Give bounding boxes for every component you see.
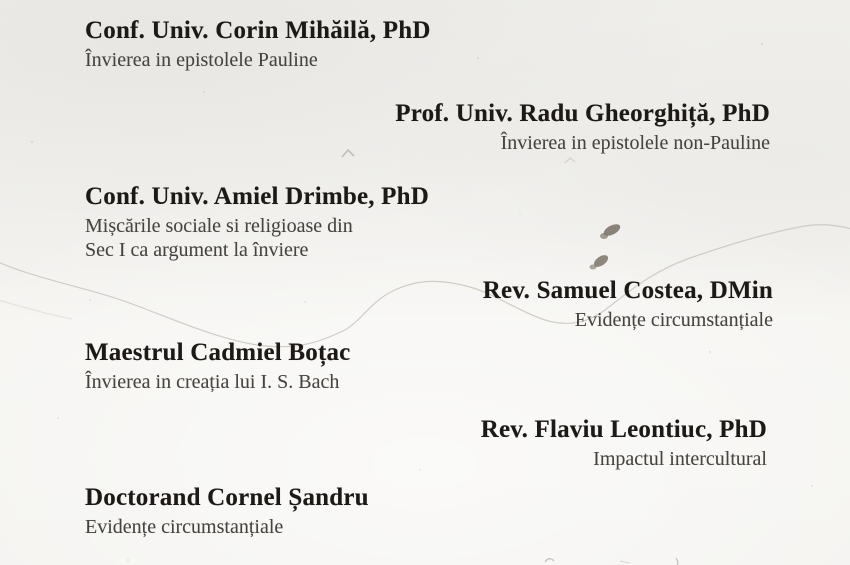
speaker-name: Prof. Univ. Radu Gheorghiță, PhD [395,100,770,127]
stray-mark [565,158,575,163]
speaker-name: Rev. Flaviu Leontiuc, PhD [480,416,767,443]
speaker-name: Conf. Univ. Amiel Drimbe, PhD [85,183,429,210]
stray-mark [342,150,354,157]
ink-speck [592,253,610,270]
speaker-entry [481,415,767,471]
stray-mark [676,558,678,565]
stray-mark [620,561,630,563]
speaker-topic [85,214,429,262]
speaker-topic: Evidențe circumstanțiale [85,516,284,538]
speaker-name: Maestrul Cadmiel Boțac [85,339,351,366]
ink-speck [600,233,608,239]
ink-speck [602,222,622,238]
speaker-name: Rev. Samuel Costea, DMin [482,277,773,304]
speaker-topic-line: Mișcările sociale si religioase din [85,215,353,237]
speaker-topic: Impactul intercultural [593,448,767,470]
speaker-topic-line: Sec I ca argument la înviere [85,239,309,261]
speaker-entry [85,182,429,262]
paper-crease-branch [0,300,72,319]
speaker-topic: Învierea in epistolele Pauline [85,49,318,71]
speaker-entry [483,276,773,332]
speaker-name: Conf. Univ. Corin Mihăilă, PhD [85,17,431,44]
speaker-entry [85,483,369,539]
speaker-topic: Evidențe circumstanțiale [574,309,773,331]
speaker-name: Doctorand Cornel Șandru [85,484,369,511]
ink-speck [590,265,597,270]
stray-mark [545,559,554,562]
speaker-entry [85,16,431,72]
speaker-topic: Învierea in creația lui I. S. Bach [85,371,340,393]
speaker-topic: Învierea in epistolele non-Pauline [500,132,770,154]
speaker-entry [395,99,770,155]
speaker-entry [85,338,350,394]
